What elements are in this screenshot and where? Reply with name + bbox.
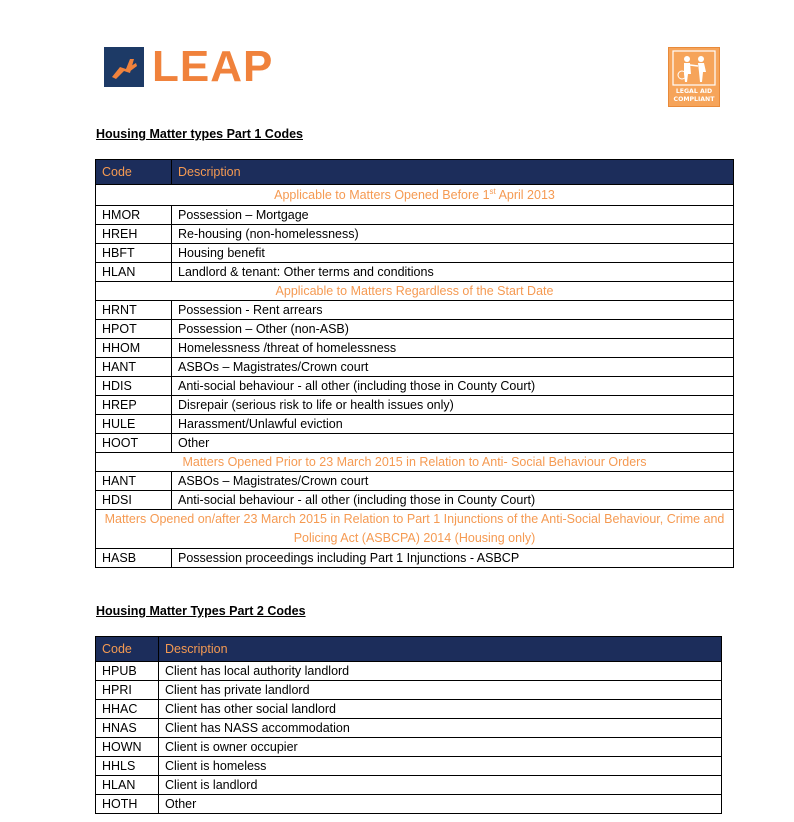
part1-title: Housing Matter types Part 1 Codes (96, 127, 303, 141)
description-cell: Client is landlord (159, 776, 722, 795)
code-cell: HANT (96, 358, 172, 377)
group-label-any-start-date: Applicable to Matters Regardless of the Start Date (96, 282, 734, 301)
table-row (96, 206, 734, 225)
table-row (96, 263, 734, 282)
group-label-after-2015: Matters Opened on/after 23 March 2015 in Relation to Part 1 Injunctions of the Anti-Social Behaviour, Crime and Policing Act (ASBCPA) 2014 (Housing only) (96, 510, 734, 549)
table-row (96, 719, 722, 738)
description-cell: Anti-social behaviour - all other (including those in County Court) (172, 491, 734, 510)
description-cell: Client has NASS accommodation (159, 719, 722, 738)
part1-col-code: Code (96, 160, 172, 185)
description-cell: Possession - Rent arrears (172, 301, 734, 320)
code-cell: HASB (96, 549, 172, 568)
part2-header-row (96, 637, 722, 662)
description-cell: ASBOs – Magistrates/Crown court (172, 472, 734, 491)
code-cell: HNAS (96, 719, 159, 738)
code-cell: HMOR (96, 206, 172, 225)
leap-logo (104, 42, 274, 91)
table-row (96, 320, 734, 339)
description-cell: Client has other social landlord (159, 700, 722, 719)
code-cell: HDSI (96, 491, 172, 510)
badge-line-2: COMPLIANT (673, 96, 715, 103)
table-row (96, 396, 734, 415)
legal-aid-figures-icon (669, 48, 719, 88)
badge-line-1: LEGAL AID (675, 88, 713, 95)
description-cell: Other (159, 795, 722, 814)
description-cell: Re-housing (non-homelessness) (172, 225, 734, 244)
table-row (96, 434, 734, 453)
description-cell: Client is owner occupier (159, 738, 722, 757)
group-row-before-2013 (96, 185, 734, 206)
part1-table (95, 159, 734, 568)
description-cell: Possession – Mortgage (172, 206, 734, 225)
group-row-before-2015 (96, 453, 734, 472)
table-row (96, 301, 734, 320)
part2-col-code: Code (96, 637, 159, 662)
table-row (96, 225, 734, 244)
code-cell: HULE (96, 415, 172, 434)
description-cell: Disrepair (serious risk to life or health issues only) (172, 396, 734, 415)
table-row (96, 662, 722, 681)
logo-text: LEAP (152, 42, 274, 91)
description-cell: Harassment/Unlawful eviction (172, 415, 734, 434)
table-row (96, 681, 722, 700)
table-row (96, 339, 734, 358)
table-row (96, 776, 722, 795)
part2-title: Housing Matter Types Part 2 Codes (96, 604, 306, 618)
description-cell: Anti-social behaviour - all other (including those in County Court) (172, 377, 734, 396)
code-cell: HREH (96, 225, 172, 244)
table-row (96, 757, 722, 776)
description-cell: Possession proceedings including Part 1 Injunctions - ASBCP (172, 549, 734, 568)
description-cell: Client has private landlord (159, 681, 722, 700)
code-cell: HOWN (96, 738, 159, 757)
part2-col-description: Description (159, 637, 722, 662)
code-cell: HANT (96, 472, 172, 491)
code-cell: HREP (96, 396, 172, 415)
table-row (96, 244, 734, 263)
legal-aid-badge (668, 47, 720, 107)
code-cell: HPUB (96, 662, 159, 681)
table-row (96, 472, 734, 491)
running-figure-icon (104, 47, 144, 87)
description-cell: ASBOs – Magistrates/Crown court (172, 358, 734, 377)
table-row (96, 377, 734, 396)
description-cell: Client is homeless (159, 757, 722, 776)
description-cell: Possession – Other (non-ASB) (172, 320, 734, 339)
part1-header-row (96, 160, 734, 185)
table-row (96, 415, 734, 434)
code-cell: HOTH (96, 795, 159, 814)
code-cell: HHAC (96, 700, 159, 719)
code-cell: HBFT (96, 244, 172, 263)
table-row (96, 491, 734, 510)
group-row-any-start-date (96, 282, 734, 301)
group-row-after-2015 (96, 510, 734, 549)
code-cell: HHOM (96, 339, 172, 358)
group-label-before-2015: Matters Opened Prior to 23 March 2015 in Relation to Anti- Social Behaviour Orders (96, 453, 734, 472)
table-row (96, 549, 734, 568)
description-cell: Housing benefit (172, 244, 734, 263)
code-cell: HHLS (96, 757, 159, 776)
table-row (96, 700, 722, 719)
table-row (96, 358, 734, 377)
part2-table (95, 636, 722, 814)
code-cell: HLAN (96, 776, 159, 795)
table-row (96, 738, 722, 757)
code-cell: HPOT (96, 320, 172, 339)
description-cell: Client has local authority landlord (159, 662, 722, 681)
description-cell: Landlord & tenant: Other terms and conditions (172, 263, 734, 282)
code-cell: HPRI (96, 681, 159, 700)
code-cell: HRNT (96, 301, 172, 320)
code-cell: HDIS (96, 377, 172, 396)
description-cell: Homelessness /threat of homelessness (172, 339, 734, 358)
part1-col-description: Description (172, 160, 734, 185)
table-row (96, 795, 722, 814)
description-cell: Other (172, 434, 734, 453)
code-cell: HLAN (96, 263, 172, 282)
code-cell: HOOT (96, 434, 172, 453)
group-label-before-2013: Applicable to Matters Opened Before 1st April 2013 (96, 185, 734, 206)
